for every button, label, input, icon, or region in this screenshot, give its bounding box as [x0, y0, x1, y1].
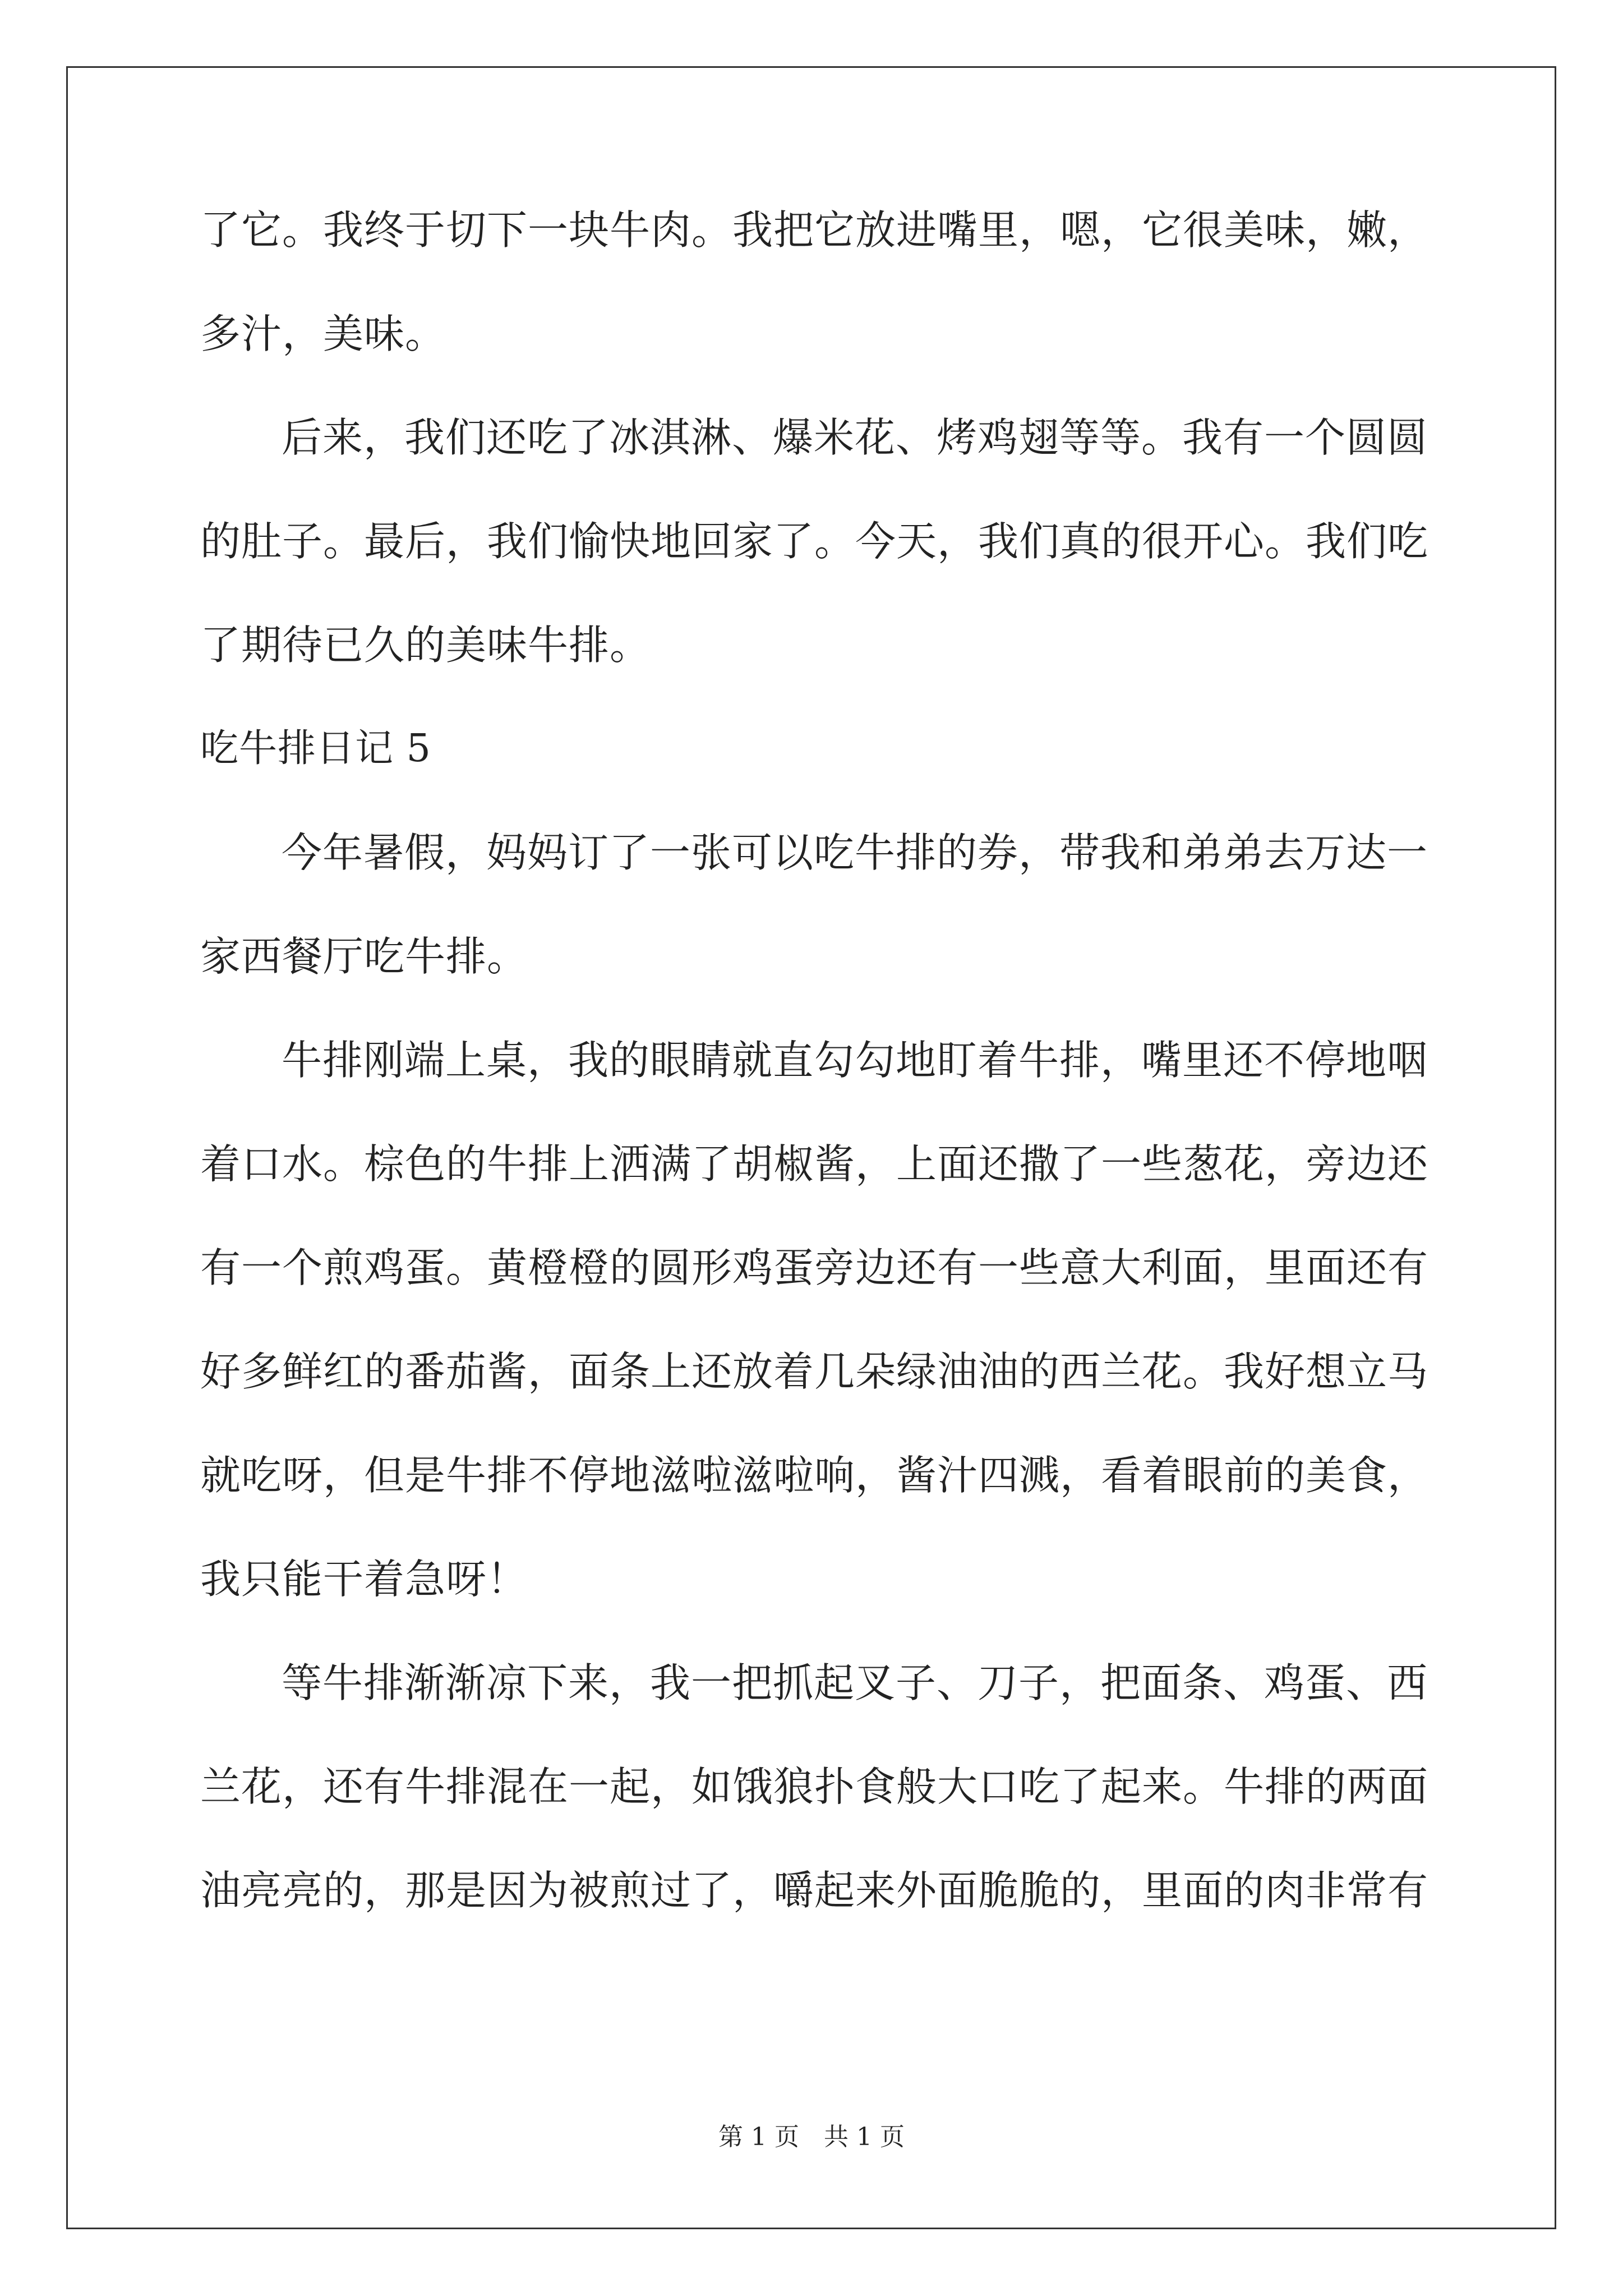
- paragraph-start-line: 后来，我们还吃了冰淇淋、爆米花、烤鸡翅等等。我有一个圆圆: [282, 414, 1428, 461]
- text-line: 有一个煎鸡蛋。黄橙橙的圆形鸡蛋旁边还有一些意大利面，里面还有: [200, 1244, 1429, 1291]
- text-line: 我只能干着急呀！: [200, 1556, 528, 1603]
- text-line: 就吃呀，但是牛排不停地滋啦滋啦响，酱汁四溅，看着眼前的美食，: [200, 1452, 1429, 1499]
- text-line: 兰花，还有牛排混在一起，如饿狼扑食般大口吃了起来。牛排的两面: [200, 1763, 1429, 1810]
- text-line: 油亮亮的，那是因为被煎过了，嚼起来外面脆脆的，里面的肉非常有: [200, 1867, 1429, 1914]
- page-footer: 第 1 页 共 1 页: [718, 2123, 905, 2151]
- text-line: 着口水。棕色的牛排上洒满了胡椒酱，上面还撒了一些葱花，旁边还: [200, 1140, 1429, 1188]
- paragraph-start-line: 今年暑假，妈妈订了一张可以吃牛排的券，带我和弟弟去万达一: [282, 829, 1428, 876]
- text-line: 好多鲜红的番茄酱，面条上还放着几朵绿油油的西兰花。我好想立马: [200, 1348, 1429, 1395]
- paragraph-start-line: 牛排刚端上桌，我的眼睛就直勾勾地盯着牛排，嘴里还不停地咽: [282, 1037, 1428, 1084]
- text-line: 了它。我终于切下一块牛肉。我把它放进嘴里，嗯，它很美味，嫩，: [200, 206, 1429, 254]
- section-heading: 吃牛排日记 5: [200, 726, 431, 771]
- text-line: 了期待已久的美味牛排。: [200, 622, 651, 669]
- text-line: 家西餐厅吃牛排。: [200, 933, 528, 980]
- paragraph-start-line: 等牛排渐渐凉下来，我一把抓起叉子、刀子，把面条、鸡蛋、西: [282, 1659, 1428, 1706]
- text-line: 多汁，美味。: [200, 310, 446, 357]
- text-line: 的肚子。最后，我们愉快地回家了。今天，我们真的很开心。我们吃: [200, 518, 1429, 565]
